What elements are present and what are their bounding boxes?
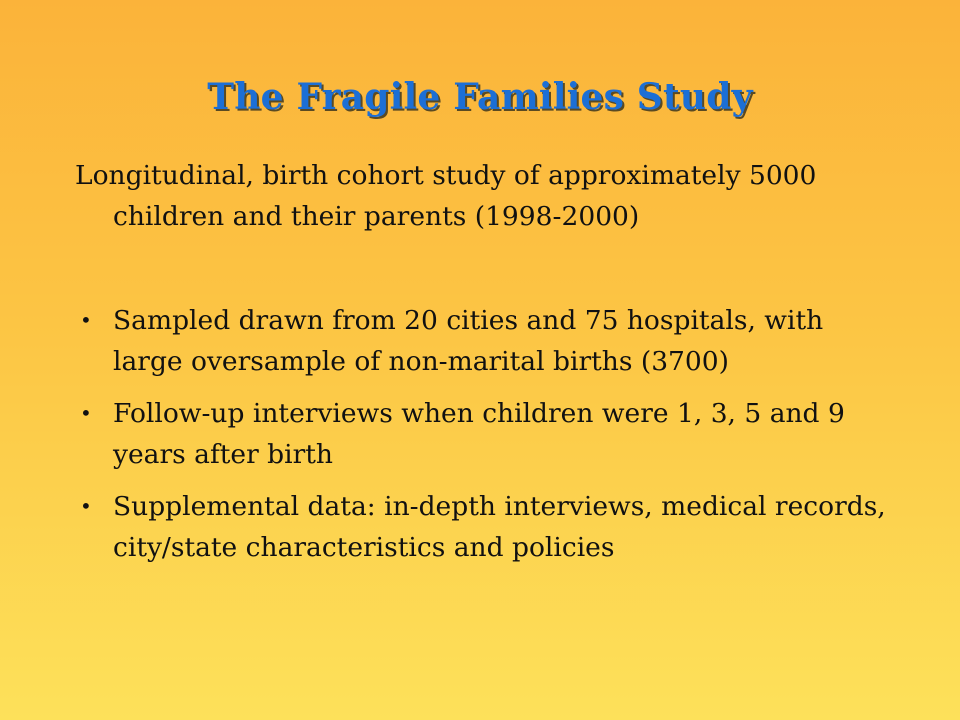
bullet-list: [75, 300, 895, 579]
bullet-item-follow-up: [75, 393, 895, 475]
intro-paragraph: Longitudinal, birth cohort study of approximately 5000 children and their parents (1998-2000): [75, 160, 817, 232]
bullet-text: Follow-up interviews when children were 1, 3, 5 and 9 years after birth: [113, 398, 845, 470]
bullet-dot-icon: •: [80, 308, 92, 332]
bullet-dot-icon: •: [80, 494, 92, 518]
bullet-text: Sampled drawn from 20 cities and 75 hospitals, with large oversample of non-marital births (3700): [113, 305, 824, 377]
bullet-dot-icon: •: [80, 401, 92, 425]
bullet-text: Supplemental data: in-depth interviews, medical records, city/state characteristics and policies: [113, 491, 886, 563]
bullet-item-sample: [75, 300, 895, 382]
bullet-item-supplemental: [75, 486, 895, 568]
slide-title: The Fragile Families Study: [207, 76, 753, 118]
